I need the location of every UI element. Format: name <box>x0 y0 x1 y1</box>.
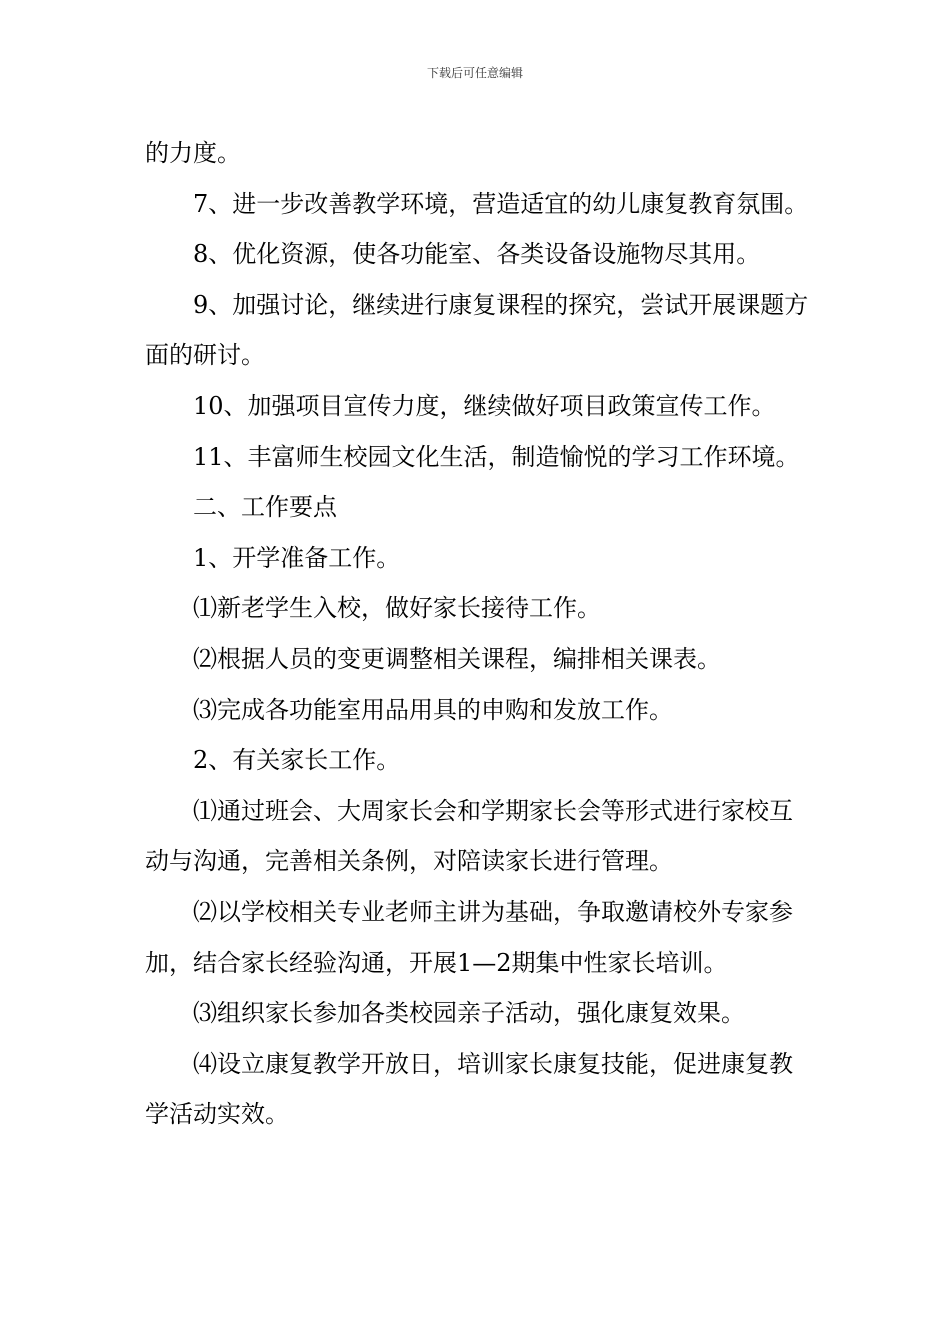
paragraph: ⑴新老学生入校，做好家长接待工作。 <box>193 594 601 623</box>
paragraph: 11、丰富师生校园文化生活，制造愉悦的学习工作环境。 <box>193 442 800 471</box>
document-body <box>145 128 810 1140</box>
paragraph: ⑶组织家长参加各类校园亲子活动，强化康复效果。 <box>193 999 745 1028</box>
paragraph: 2、有关家长工作。 <box>193 746 401 775</box>
paragraph: 1、开学准备工作。 <box>193 543 401 572</box>
paragraph: ⑵根据人员的变更调整相关课程，编排相关课表。 <box>193 644 721 673</box>
section-heading: 二、工作要点 <box>193 493 337 522</box>
paragraph: 10、加强项目宣传力度，继续做好项目政策宣传工作。 <box>193 391 776 420</box>
paragraph: 8、优化资源，使各功能室、各类设备设施物尽其用。 <box>193 240 761 269</box>
paragraph: 9、加强讨论，继续进行康复课程的探究，尝试开展课题方面的研讨。 <box>145 290 809 370</box>
paragraph: ⑵以学校相关专业老师主讲为基础，争取邀请校外专家参加，结合家长经验沟通，开展1—2期集中性家长培训。 <box>145 897 793 977</box>
paragraph: ⑶完成各功能室用品用具的申购和发放工作。 <box>193 695 673 724</box>
paragraph: 的力度。 <box>145 139 241 167</box>
page-header: 下载后可任意编辑 <box>426 66 523 80</box>
paragraph: ⑷设立康复教学开放日，培训家长康复技能，促进康复教学活动实效。 <box>145 1049 793 1129</box>
paragraph: ⑴通过班会、大周家长会和学期家长会等形式进行家校互动与沟通，完善相关条例，对陪读家长进行管理。 <box>145 796 793 876</box>
paragraph: 7、进一步改善教学环境，营造适宜的幼儿康复教育氛围。 <box>193 189 809 218</box>
